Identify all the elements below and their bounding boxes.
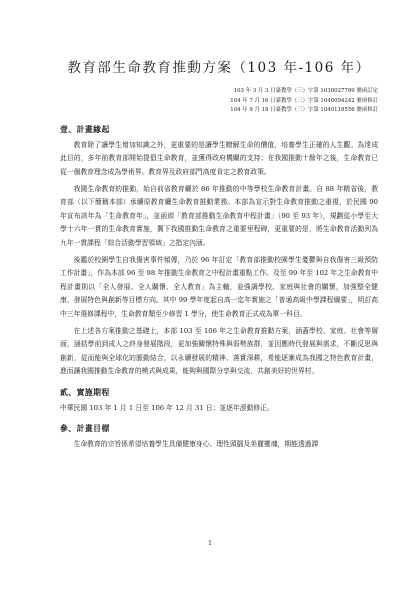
section-heading: 壹、計畫緣起	[60, 124, 110, 134]
paragraph: 後鑑於校園學生自我傷害事件頻傳，乃於 96 年訂定「教育部推動校園學生憂鬱與自我傷害三級預防工作計畫」，作為本部 96 至 98 年推動生命教育之中程計畫重點工作。及至 99 年至 102 年之生命教育中程計畫則以「全人發展、全人關懷、全人教育」為主軸，並強調學校、家庭與社會的關懷，加強整全健康、發展特色與創新等目標方向。其中 99 學年度起自高一迄年實施之「普通高級中學課程綱要」，明訂高中三年選修課程中，生命教育類至少修習 1 學分，使生命教育正式成為單一科目。	[60, 255, 378, 318]
paragraph: 我國生命教育的推動，始自前省教育廳於 86 年推動的中等學校生命教育計畫。自 88 年精省後，教育部（以下簡稱本部）承續原教育廳生命教育推動業務。本部為宣示對生命教育推動之重視，於民國 90 年宣布該年為「生命教育年」，並函頒「教育部推動生命教育中程計畫」（90 至 93 年），規劃從小學至大學十六年一貫的生命教育實施，冀下我國推動生命教育之重要里程碑，更重要的是，將生命教育活動列為九年一貫課程「綜合活動學習領域」之指定內涵。	[60, 184, 378, 247]
paragraph: 生命教育的宗旨係希望培養學生具備健康身心、理性頭腦及美麗靈魂，期能透過課	[73, 440, 319, 449]
document-title: 教育部生命教育推動方案（103 年-106 年）	[67, 60, 371, 76]
section-background	[60, 124, 378, 379]
schedule-line: 中華民國 103 年 1 月 1 日至 106 年 12 月 31 日；並逐年滾動修正。	[60, 403, 274, 412]
revision-line: 103 年 3 月 3 日臺教學（三）字第 1030027799 號函訂定	[233, 88, 378, 94]
revision-line: 104 年 9 月 18 日臺教學（三）字第 1040118556 號函修訂	[230, 107, 378, 114]
paragraph: 教育除了讓學生增加知識之外，更重要的是讓學生瞭解生命的價值，培養學生正確的人生觀。為達成此目的，多年前教育部開始提倡生命教育，並獲得政府機關的支持；在我國推動十餘年之後，生命教育已從一個教育理念成為學術界、教育界及政府部門高度肯定之教育政策。	[60, 140, 378, 176]
section-heading: 貳、實施期程	[60, 387, 110, 397]
revision-history	[60, 87, 378, 116]
paragraph: 在上述各方案推動之基礎上，本部 103 至 106 年之生命教育推動方案，涵蓋學校、家庭、社會等層面，涵括學前到成人之終身發展階段，更加強關懷特殊與弱勢族群，並因應時代發展與需求，不斷反思與創新，從而能與全球化的脈動結合，以永續發展的精神、落實深耕，希能逐漸成為我國之特色教育計畫，進而讓我國推動生命教育的模式與成果，能夠與國際分享與交流，共創美好的世界村。	[60, 326, 378, 376]
page-number: 1	[208, 540, 212, 547]
section-schedule	[60, 387, 378, 416]
section-goals	[60, 423, 378, 452]
section-heading: 參、計畫目標	[60, 424, 110, 434]
revision-line: 104 年 7 月 16 日臺教學（三）字第 1040094242 號函修訂	[230, 97, 378, 104]
